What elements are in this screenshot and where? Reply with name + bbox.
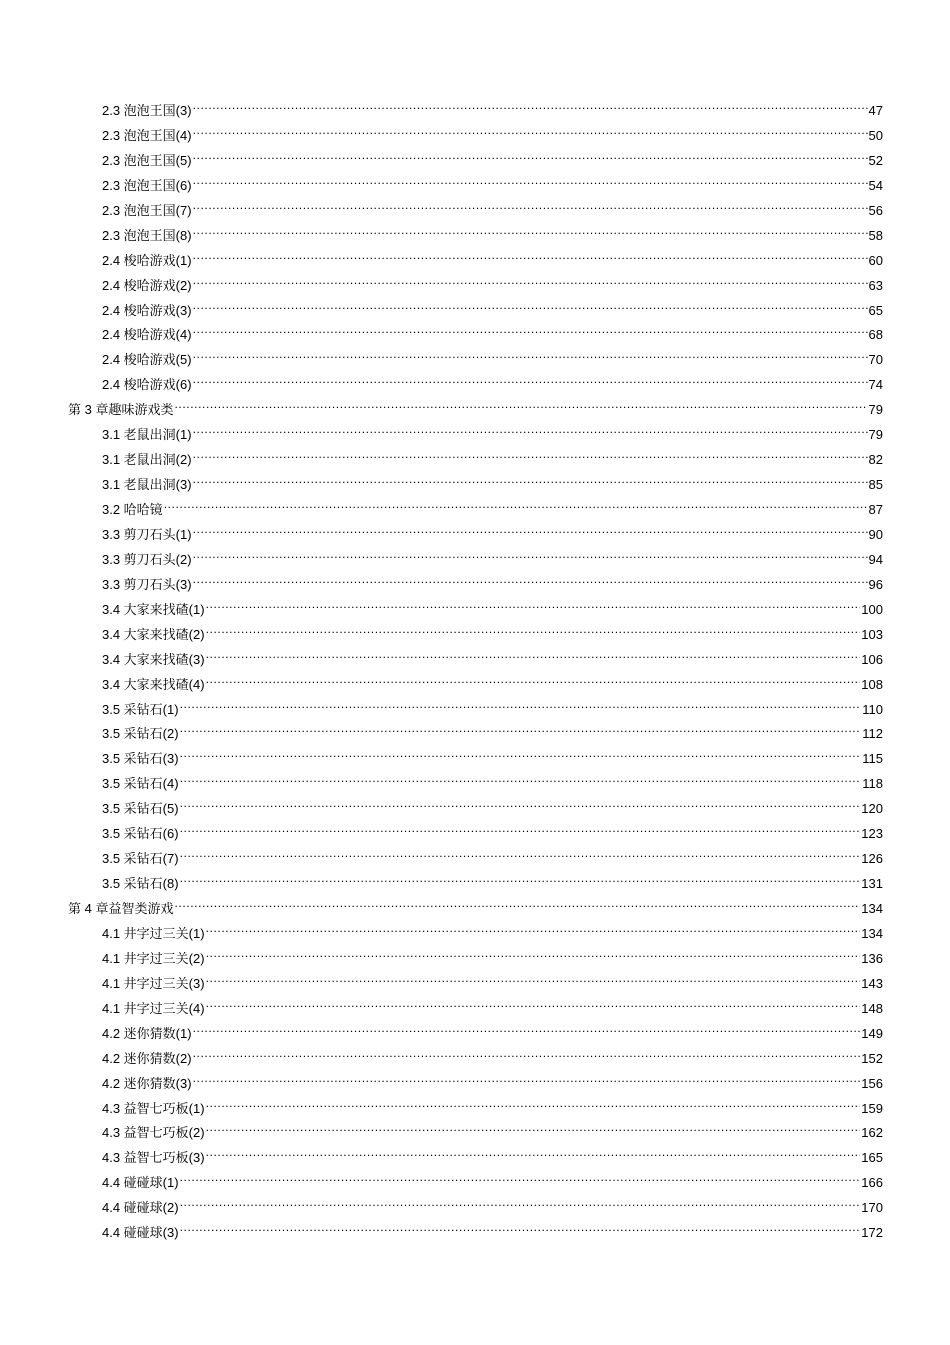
toc-entry[interactable] — [0, 722, 883, 747]
dot-leader — [206, 676, 861, 689]
toc-entry-title: 2.3 泡泡王国(7) — [102, 202, 192, 218]
dot-leader — [193, 426, 868, 439]
dot-leader — [193, 1050, 861, 1063]
dot-leader — [180, 750, 862, 763]
toc-entry-page: 79 — [868, 402, 883, 418]
toc-entry[interactable] — [0, 772, 883, 797]
toc-entry[interactable] — [0, 1022, 883, 1047]
dot-leader — [206, 975, 861, 988]
dot-leader — [206, 1124, 861, 1137]
toc-entry-page: 68 — [868, 327, 883, 343]
dot-leader — [193, 526, 868, 539]
toc-entry[interactable] — [0, 822, 883, 847]
toc-entry-page: 63 — [868, 277, 883, 293]
toc-entry[interactable] — [0, 473, 883, 498]
toc-entry[interactable] — [0, 1097, 883, 1122]
toc-entry-page: 108 — [861, 676, 883, 692]
dot-leader — [206, 1149, 861, 1162]
toc-entry-page: 152 — [861, 1050, 883, 1066]
dot-leader — [206, 601, 861, 614]
toc-entry-page: 106 — [861, 651, 883, 667]
toc-entry[interactable] — [0, 249, 883, 274]
toc-entry[interactable] — [0, 847, 883, 872]
toc-entry-title: 4.3 益智七巧板(2) — [102, 1125, 205, 1141]
toc-entry-title: 3.3 剪刀石头(1) — [102, 526, 192, 542]
toc-entry-page: 87 — [868, 502, 883, 517]
toc-entry-page: 103 — [861, 626, 883, 642]
toc-entry-title: 2.3 泡泡王国(8) — [102, 227, 192, 243]
dot-leader — [180, 1199, 861, 1212]
toc-entry-page: 118 — [862, 776, 883, 792]
toc-entry-title: 4.4 碰碰球(1) — [102, 1175, 179, 1191]
toc-entry[interactable] — [0, 648, 883, 673]
toc-entry[interactable] — [0, 348, 883, 373]
toc-entry-page: 47 — [868, 103, 883, 118]
toc-entry[interactable] — [0, 174, 883, 199]
toc-entry[interactable] — [0, 124, 883, 149]
dot-leader — [193, 177, 868, 190]
toc-entry-title: 3.5 采钻石(2) — [102, 726, 179, 742]
toc-entry-page: 123 — [861, 826, 883, 842]
toc-entry[interactable] — [0, 423, 883, 448]
toc-chapter-entry[interactable] — [0, 398, 883, 423]
toc-entry-page: 162 — [861, 1125, 883, 1141]
toc-entry[interactable] — [0, 872, 883, 897]
dot-leader — [174, 900, 860, 913]
toc-entry-title: 4.4 碰碰球(2) — [102, 1200, 179, 1216]
toc-entry-page: 79 — [868, 427, 883, 443]
toc-entry[interactable] — [0, 448, 883, 473]
toc-entry-page: 94 — [868, 551, 883, 567]
toc-entry-title: 4.2 迷你猜数(1) — [102, 1025, 192, 1041]
toc-entry[interactable] — [0, 199, 883, 224]
toc-entry-page: 166 — [861, 1175, 883, 1191]
toc-entry[interactable] — [0, 373, 883, 398]
toc-entry-title: 3.1 老鼠出洞(2) — [102, 452, 192, 468]
toc-entry-title: 3.5 采钻石(3) — [102, 751, 179, 767]
toc-entry[interactable] — [0, 573, 883, 598]
toc-entry-title: 2.4 梭哈游戏(1) — [102, 252, 192, 268]
toc-entry[interactable] — [0, 224, 883, 249]
toc-chapter-entry[interactable] — [0, 897, 883, 922]
toc-entry[interactable] — [0, 99, 883, 124]
toc-entry-title: 3.5 采钻石(6) — [102, 826, 179, 842]
toc-entry-title: 4.1 井字过三关(1) — [102, 925, 205, 941]
toc-entry-page: 65 — [868, 302, 883, 318]
toc-entry-title: 3.3 剪刀石头(3) — [102, 576, 192, 592]
toc-entry[interactable] — [0, 523, 883, 548]
toc-entry-page: 54 — [868, 177, 883, 193]
toc-entry-page: 70 — [868, 352, 883, 368]
toc-entry-page: 148 — [861, 1000, 883, 1016]
dot-leader — [193, 376, 868, 389]
toc-entry[interactable] — [0, 299, 883, 324]
toc-entry-page: 156 — [861, 1075, 883, 1091]
dot-leader — [180, 1174, 861, 1187]
toc-entry[interactable] — [0, 1146, 883, 1171]
toc-entry[interactable] — [0, 1072, 883, 1097]
toc-entry[interactable] — [0, 698, 883, 723]
toc-entry-title: 4.4 碰碰球(3) — [102, 1225, 179, 1241]
toc-entry-page: 85 — [868, 477, 883, 493]
table-of-contents — [0, 99, 950, 1246]
toc-entry-page: 126 — [861, 851, 883, 867]
toc-entry-page: 172 — [861, 1225, 883, 1241]
toc-entry-title: 3.5 采钻石(4) — [102, 776, 179, 792]
dot-leader — [193, 202, 868, 215]
toc-entry-page: 134 — [861, 901, 883, 916]
toc-entry-title: 2.3 泡泡王国(5) — [102, 152, 192, 168]
dot-leader — [180, 875, 861, 888]
toc-entry-page: 149 — [861, 1025, 883, 1041]
dot-leader — [174, 401, 867, 414]
dot-leader — [193, 302, 868, 315]
dot-leader — [206, 1100, 861, 1113]
toc-entry[interactable] — [0, 747, 883, 772]
toc-entry-page: 82 — [868, 452, 883, 468]
dot-leader — [193, 227, 868, 240]
toc-entry[interactable] — [0, 997, 883, 1022]
dot-leader — [193, 451, 868, 464]
dot-leader — [180, 1224, 861, 1237]
toc-entry-page: 170 — [861, 1200, 883, 1216]
toc-entry-title: 4.2 迷你猜数(2) — [102, 1050, 192, 1066]
toc-entry-title: 2.4 梭哈游戏(4) — [102, 327, 192, 343]
toc-entry[interactable] — [0, 548, 883, 573]
toc-entry-page: 90 — [868, 526, 883, 542]
toc-entry[interactable] — [0, 498, 883, 523]
toc-entry-page: 115 — [862, 751, 883, 767]
dot-leader — [180, 825, 861, 838]
dot-leader — [193, 351, 868, 364]
toc-entry-title: 2.3 泡泡王国(3) — [102, 103, 192, 118]
toc-entry[interactable] — [0, 323, 883, 348]
dot-leader — [164, 501, 868, 514]
toc-entry[interactable] — [0, 623, 883, 648]
toc-entry-page: 60 — [868, 252, 883, 268]
toc-entry-page: 112 — [862, 726, 883, 742]
toc-entry-title: 3.4 大家来找碴(3) — [102, 651, 205, 667]
toc-entry-page: 56 — [868, 202, 883, 218]
toc-entry[interactable] — [0, 598, 883, 623]
toc-entry-page: 134 — [861, 925, 883, 941]
toc-entry[interactable] — [0, 673, 883, 698]
dot-leader — [206, 1000, 861, 1013]
toc-entry-title: 3.5 采钻石(7) — [102, 851, 179, 867]
dot-leader — [193, 252, 868, 265]
toc-entry-page: 143 — [861, 975, 883, 991]
toc-entry-title: 第 3 章趣味游戏类 — [68, 402, 174, 418]
toc-entry[interactable] — [0, 1121, 883, 1146]
toc-entry-title: 3.1 老鼠出洞(3) — [102, 477, 192, 493]
toc-entry[interactable] — [0, 947, 883, 972]
toc-entry-page: 58 — [868, 227, 883, 243]
dot-leader — [180, 800, 861, 813]
toc-entry-page: 52 — [868, 152, 883, 168]
dot-leader — [193, 1025, 861, 1038]
dot-leader — [180, 725, 862, 738]
toc-entry-page: 110 — [862, 701, 883, 717]
toc-entry-page: 96 — [868, 576, 883, 592]
dot-leader — [206, 651, 861, 664]
dot-leader — [193, 476, 868, 489]
toc-entry[interactable] — [0, 1221, 883, 1246]
toc-entry-page: 131 — [861, 876, 883, 892]
toc-entry-title: 3.3 剪刀石头(2) — [102, 551, 192, 567]
toc-entry-title: 2.3 泡泡王国(6) — [102, 177, 192, 193]
toc-entry-title: 2.4 梭哈游戏(5) — [102, 352, 192, 368]
toc-entry-title: 4.1 井字过三关(4) — [102, 1000, 205, 1016]
dot-leader — [193, 326, 868, 339]
dot-leader — [193, 152, 868, 165]
dot-leader — [206, 925, 861, 938]
toc-entry-title: 3.2 哈哈镜 — [102, 502, 163, 517]
dot-leader — [193, 576, 868, 589]
dot-leader — [193, 1075, 861, 1088]
dot-leader — [193, 277, 868, 290]
dot-leader — [206, 626, 861, 639]
toc-entry[interactable] — [0, 1171, 883, 1196]
toc-entry-title: 3.4 大家来找碴(1) — [102, 601, 205, 617]
dot-leader — [180, 701, 862, 714]
toc-entry-title: 3.1 老鼠出洞(1) — [102, 427, 192, 443]
toc-entry-title: 第 4 章益智类游戏 — [68, 901, 174, 916]
toc-entry-title: 3.5 采钻石(8) — [102, 876, 179, 892]
toc-entry-page: 165 — [861, 1150, 883, 1166]
dot-leader — [193, 551, 868, 564]
toc-entry-title: 4.1 井字过三关(2) — [102, 950, 205, 966]
toc-entry-title: 3.4 大家来找碴(2) — [102, 626, 205, 642]
toc-entry[interactable] — [0, 149, 883, 174]
dot-leader — [193, 127, 868, 140]
toc-entry[interactable] — [0, 922, 883, 947]
toc-entry[interactable] — [0, 972, 883, 997]
toc-entry-title: 3.4 大家来找碴(4) — [102, 676, 205, 692]
toc-entry-title: 2.4 梭哈游戏(3) — [102, 302, 192, 318]
toc-entry-title: 2.4 梭哈游戏(2) — [102, 277, 192, 293]
toc-entry[interactable] — [0, 1047, 883, 1072]
toc-entry[interactable] — [0, 274, 883, 299]
toc-entry-page: 100 — [861, 601, 883, 617]
toc-entry[interactable] — [0, 797, 883, 822]
toc-entry-page: 50 — [868, 127, 883, 143]
toc-entry-title: 4.3 益智七巧板(1) — [102, 1100, 205, 1116]
toc-entry-page: 74 — [868, 377, 883, 393]
toc-entry-title: 2.3 泡泡王国(4) — [102, 127, 192, 143]
toc-entry-page: 136 — [861, 950, 883, 966]
dot-leader — [206, 950, 861, 963]
toc-entry-title: 4.3 益智七巧板(3) — [102, 1150, 205, 1166]
toc-entry-title: 4.2 迷你猜数(3) — [102, 1075, 192, 1091]
toc-entry-page: 159 — [861, 1100, 883, 1116]
toc-entry-title: 2.4 梭哈游戏(6) — [102, 377, 192, 393]
dot-leader — [180, 775, 862, 788]
toc-entry-title: 3.5 采钻石(1) — [102, 701, 179, 717]
toc-entry[interactable] — [0, 1196, 883, 1221]
dot-leader — [193, 102, 868, 115]
toc-entry-title: 4.1 井字过三关(3) — [102, 975, 205, 991]
dot-leader — [180, 850, 861, 863]
toc-entry-page: 120 — [861, 801, 883, 817]
toc-entry-title: 3.5 采钻石(5) — [102, 801, 179, 817]
